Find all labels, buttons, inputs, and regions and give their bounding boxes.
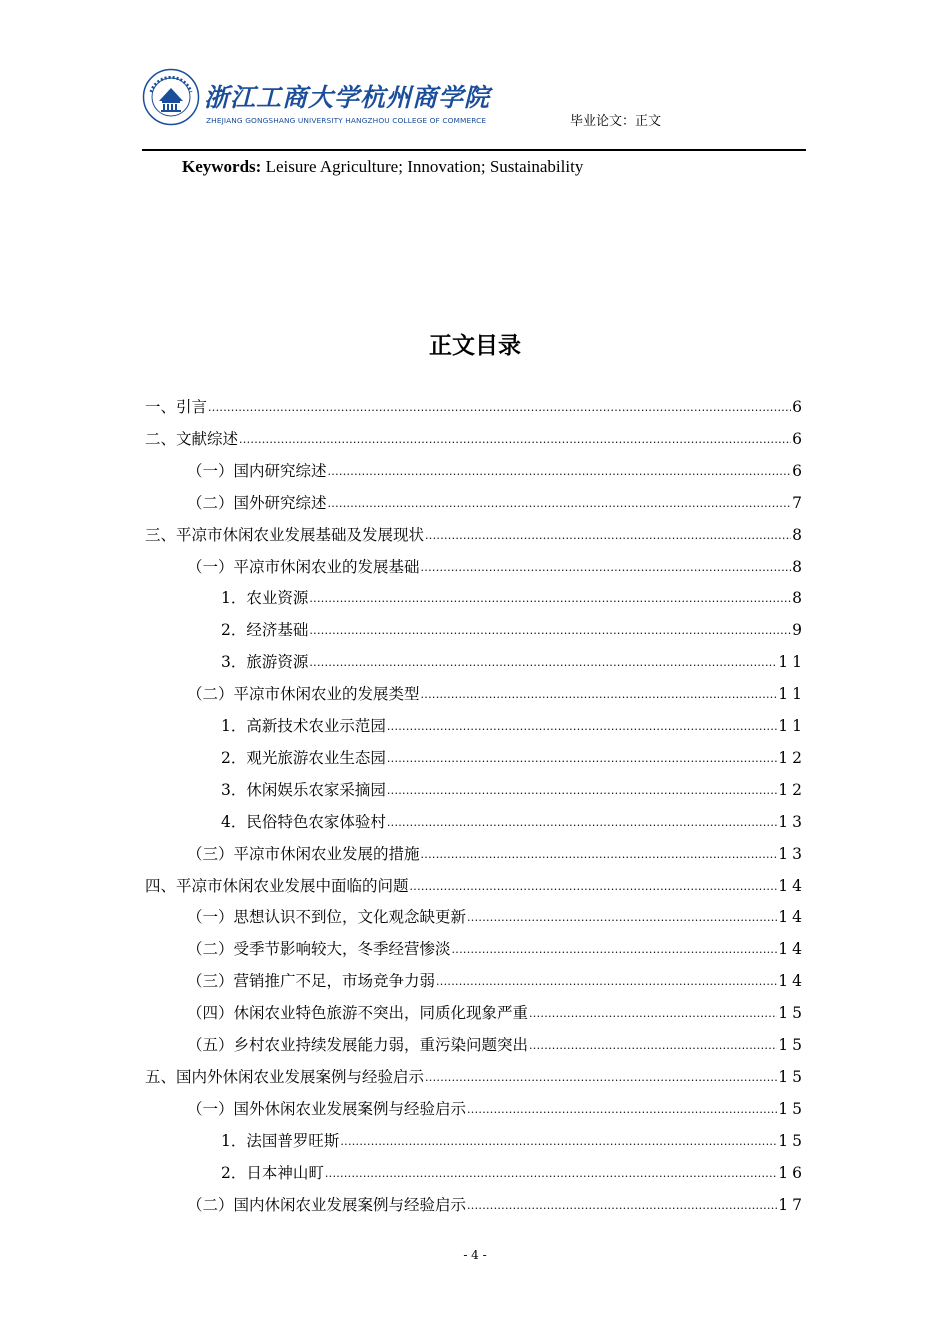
page-number: - 4 - <box>463 1248 487 1262</box>
toc-entry-title: （一）思想认识不到位，文化观念缺更新 <box>187 908 467 927</box>
toc-dot-leader <box>529 1003 777 1021</box>
toc-dot-leader <box>529 1035 777 1053</box>
toc-entry-page: 11 <box>778 653 806 672</box>
toc-entry-title: （三）平凉市休闲农业发展的措施 <box>187 844 420 863</box>
toc-dot-leader <box>309 620 791 638</box>
toc-entry-title: （三）营销推广不足，市场竞争力弱 <box>187 972 436 991</box>
toc-dot-leader <box>467 907 777 925</box>
toc-entry-page: 9 <box>792 621 806 640</box>
toc-entry-page: 17 <box>778 1195 806 1214</box>
university-seal-icon <box>142 68 200 126</box>
toc-dot-leader <box>425 525 791 543</box>
toc-entry-title: 4．民俗特色农家体验村 <box>221 812 386 831</box>
school-name-cn: 浙江工商大学杭州商学院 <box>204 83 491 112</box>
toc-entry[interactable] <box>221 650 806 674</box>
toc-dot-leader <box>387 780 777 798</box>
toc-entry-page: 11 <box>778 717 806 735</box>
toc-entry[interactable] <box>221 746 806 770</box>
toc-entry[interactable] <box>145 395 806 419</box>
toc-entry[interactable] <box>187 842 806 866</box>
toc-entry-title: 2．经济基础 <box>221 621 309 640</box>
toc-dot-leader <box>340 1131 777 1149</box>
toc-entry[interactable] <box>187 1097 806 1121</box>
toc-entry-page: 8 <box>792 525 806 544</box>
toc-dot-leader <box>452 939 778 957</box>
toc-dot-leader <box>436 971 777 989</box>
toc-dot-leader <box>421 684 778 702</box>
toc-entry-page: 6 <box>792 398 806 416</box>
toc-dot-leader <box>328 493 792 511</box>
toc-entry-page: 15 <box>778 1131 806 1150</box>
toc-dot-leader <box>467 1195 777 1213</box>
toc-dot-leader <box>239 429 791 447</box>
toc-entry-title: 二、文献综述 <box>145 429 239 448</box>
toc-dot-leader <box>309 588 791 606</box>
toc-entry[interactable] <box>221 714 806 738</box>
toc-entry-page: 14 <box>778 908 806 927</box>
toc-entry[interactable] <box>145 1065 806 1089</box>
section-tag: 毕业论文：正文 <box>570 114 662 129</box>
toc-entry[interactable] <box>187 1193 806 1217</box>
toc-entry-title: （一）国内研究综述 <box>187 461 327 480</box>
toc-dot-leader <box>208 397 791 415</box>
toc-entry-title: （一）平凉市休闲农业的发展基础 <box>187 557 420 576</box>
keywords-label: Keywords: <box>182 157 262 176</box>
toc-entry[interactable] <box>187 1033 806 1057</box>
toc-entry-title: 3．休闲娱乐农家采摘园 <box>221 780 386 799</box>
toc-entry-title: （二）平凉市休闲农业的发展类型 <box>187 685 420 704</box>
toc-entry-title: （二）国外研究综述 <box>187 493 327 512</box>
toc-entry-page: 14 <box>778 972 806 991</box>
toc-entry-title: （四）休闲农业特色旅游不突出，同质化现象严重 <box>187 1004 529 1023</box>
toc-dot-leader <box>387 716 777 734</box>
toc-entry[interactable] <box>145 523 806 547</box>
toc-entry-title: 2．日本神山町 <box>221 1163 324 1182</box>
toc-entry-page: 13 <box>778 812 806 831</box>
toc-entry[interactable] <box>187 682 806 706</box>
toc-entry-page: 16 <box>778 1163 806 1182</box>
toc-dot-leader <box>328 461 792 479</box>
toc-dot-leader <box>387 748 777 766</box>
toc-entry-page: 13 <box>778 844 806 863</box>
toc-dot-leader <box>410 876 778 894</box>
toc-entry[interactable] <box>221 618 806 642</box>
toc-entry[interactable] <box>187 1001 806 1025</box>
header-divider <box>142 149 806 151</box>
page-header <box>142 64 806 150</box>
toc-entry-page: 12 <box>778 748 806 767</box>
toc-entry[interactable] <box>221 586 806 610</box>
toc-entry[interactable] <box>187 459 806 483</box>
toc-entry-title: 四、平凉市休闲农业发展中面临的问题 <box>145 876 409 895</box>
toc-entry-title: 1．高新技术农业示范园 <box>221 717 386 735</box>
toc-entry-title: 1．农业资源 <box>221 589 309 608</box>
keywords-text: Leisure Agriculture; Innovation; Sustainability <box>265 157 584 176</box>
toc-dot-leader <box>325 1163 777 1181</box>
toc-entry[interactable] <box>221 1129 806 1153</box>
toc-entry-page: 11 <box>778 685 806 704</box>
toc-entry-page: 14 <box>778 876 806 895</box>
toc-entry[interactable] <box>221 1161 806 1185</box>
toc-entry-page: 15 <box>778 1067 806 1086</box>
toc-entry-page: 6 <box>792 461 806 480</box>
toc-entry-title: （二）受季节影响较大，冬季经营惨淡 <box>187 940 451 959</box>
toc-entry-page: 12 <box>778 780 806 799</box>
toc-entry-title: 五、国内外休闲农业发展案例与经验启示 <box>145 1067 425 1086</box>
toc-entry[interactable] <box>145 427 806 451</box>
toc-entry-page: 14 <box>778 940 806 959</box>
toc-entry-title: 1．法国普罗旺斯 <box>221 1131 340 1150</box>
toc-dot-leader <box>421 557 792 575</box>
toc-entry-title: （一）国外休闲农业发展案例与经验启示 <box>187 1099 467 1118</box>
toc-entry-title: （二）国内休闲农业发展案例与经验启示 <box>187 1195 467 1214</box>
toc-dot-leader <box>309 652 777 670</box>
toc-dot-leader <box>387 812 777 830</box>
toc-entry[interactable] <box>187 905 806 929</box>
toc-entry-page: 8 <box>792 557 806 576</box>
toc-dot-leader <box>421 844 778 862</box>
toc-entry-title: （五）乡村农业持续发展能力弱，重污染问题突出 <box>187 1036 529 1054</box>
toc-entry[interactable] <box>187 555 806 579</box>
school-name-en: ZHEJIANG GONGSHANG UNIVERSITY HANGZHOU COLLEGE OF COMMERCE <box>206 116 487 125</box>
toc-entry[interactable] <box>145 874 806 898</box>
toc-entry[interactable] <box>221 810 806 834</box>
keywords-line <box>182 157 583 177</box>
toc-dot-leader <box>425 1067 777 1085</box>
toc-entry-page: 7 <box>792 493 806 512</box>
toc-dot-leader <box>467 1099 777 1117</box>
toc-entry[interactable] <box>221 778 806 802</box>
toc-title: 正文目录 <box>429 333 521 359</box>
toc-entry-title: 一、引言 <box>145 398 208 416</box>
toc-entry-page: 15 <box>778 1004 806 1023</box>
toc-entry[interactable] <box>187 937 806 961</box>
toc-entry-page: 15 <box>778 1036 806 1054</box>
toc-entry-title: 2．观光旅游农业生态园 <box>221 748 386 767</box>
toc-entry-page: 6 <box>792 429 806 448</box>
toc-entry[interactable] <box>187 491 806 515</box>
toc-entry-title: 3．旅游资源 <box>221 653 309 672</box>
toc-entry-title: 三、平凉市休闲农业发展基础及发展现状 <box>145 525 425 544</box>
toc-entry[interactable] <box>187 969 806 993</box>
toc-entry-page: 8 <box>792 589 806 608</box>
toc-entry-page: 15 <box>778 1099 806 1118</box>
